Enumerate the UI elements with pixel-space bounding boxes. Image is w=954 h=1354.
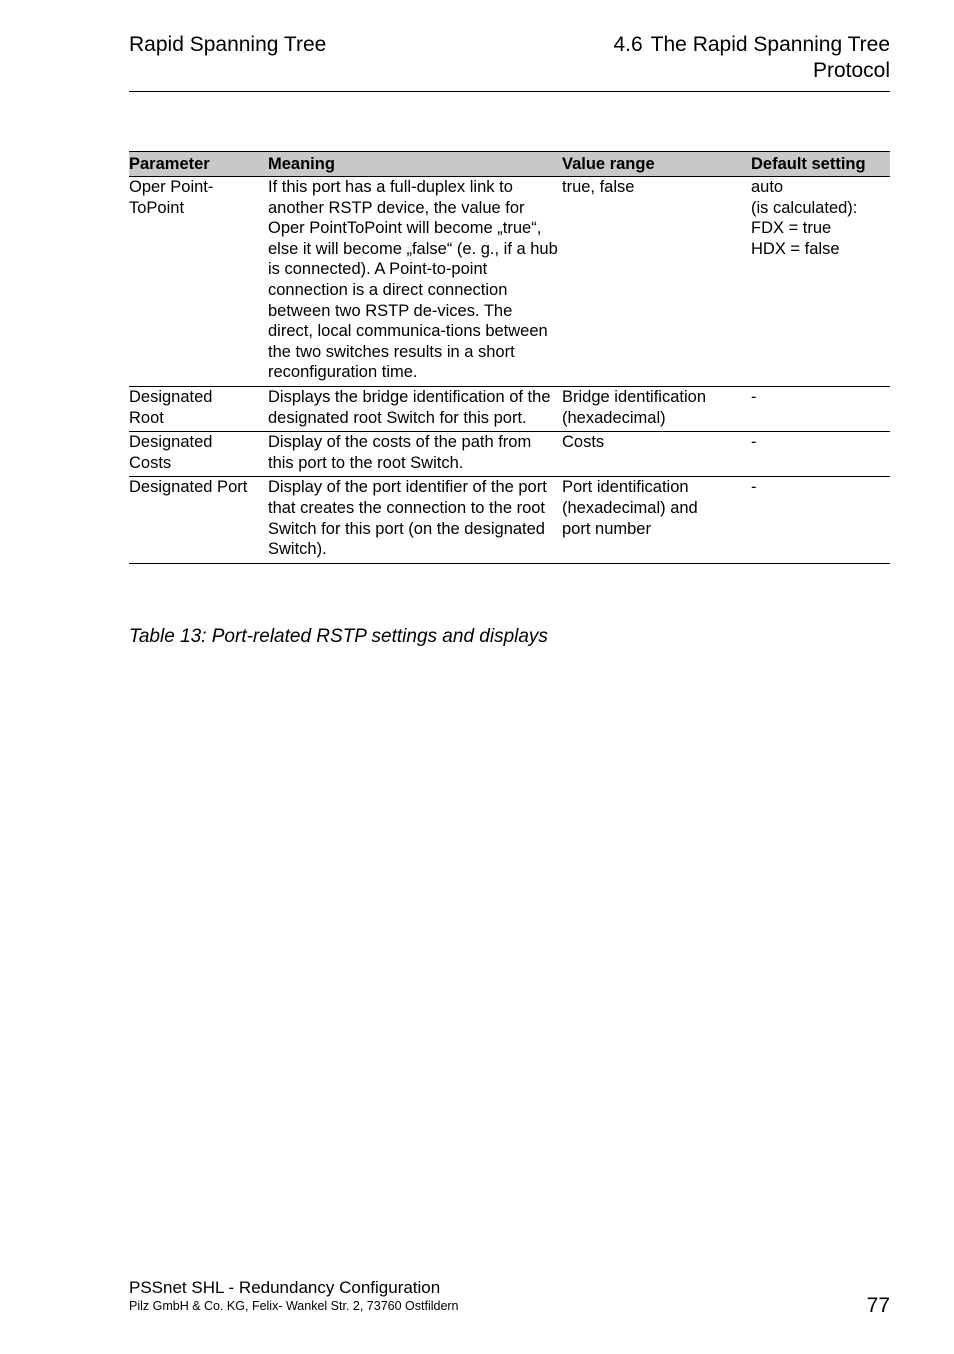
table-row xyxy=(129,432,890,477)
footer-document-title: PSSnet SHL - Redundancy Configuration xyxy=(129,1278,441,1297)
value-range-cell: Port identification (hexadecimal) and port number xyxy=(562,477,751,563)
table-row xyxy=(129,386,890,431)
default-setting-cell: auto (is calculated): FDX = true HDX = false xyxy=(751,177,890,387)
parameter-cell: Oper Point- ToPoint xyxy=(129,177,268,387)
value-range-cell: Bridge identification (hexadecimal) xyxy=(562,386,751,431)
column-header-value-range: Value range xyxy=(562,152,751,177)
value-range-cell: true, false xyxy=(562,177,751,387)
column-header-meaning: Meaning xyxy=(268,152,562,177)
column-header-default-setting: Default setting xyxy=(751,152,890,177)
table-row xyxy=(129,477,890,563)
default-setting-cell: - xyxy=(751,432,890,477)
parameter-cell: Designated Costs xyxy=(129,432,268,477)
column-header-parameter: Parameter xyxy=(129,152,268,177)
chapter-title: Rapid Spanning Tree xyxy=(129,33,327,56)
default-setting-cell: - xyxy=(751,386,890,431)
meaning-cell: Displays the bridge identification of the designated root Switch for this port. xyxy=(268,386,562,431)
rstp-port-settings-table xyxy=(129,151,890,564)
footer-address: Pilz GmbH & Co. KG, Felix- Wankel Str. 2, 73760 Ostfildern xyxy=(129,1299,459,1313)
section-number: 4.6 xyxy=(613,33,643,56)
section-heading xyxy=(613,32,890,84)
section-heading-line1 xyxy=(613,32,890,58)
section-title-line1: The Rapid Spanning Tree xyxy=(650,33,890,56)
page-number: 77 xyxy=(866,1294,890,1317)
meaning-cell: Display of the costs of the path from this port to the root Switch. xyxy=(268,432,562,477)
table-caption: Table 13: Port-related RSTP settings and displays xyxy=(129,626,548,647)
meaning-cell: If this port has a full-duplex link to another RSTP device, the value for Oper PointToPoint will become „true“, else it will become „false“ (e. g., if a hub is connected). A Point-to-point connection is a direct connection between two RSTP de-vices. The direct, local communica-tions between the two switches results in a short reconfiguration time. xyxy=(268,177,562,387)
table-row xyxy=(129,177,890,387)
default-setting-cell: - xyxy=(751,477,890,563)
table-header-row xyxy=(129,152,890,177)
section-title-line2: Protocol xyxy=(812,59,890,82)
value-range-cell: Costs xyxy=(562,432,751,477)
parameter-cell: Designated Port xyxy=(129,477,268,563)
page-header xyxy=(129,32,890,92)
meaning-cell: Display of the port identifier of the port that creates the connection to the root Switch for this port (on the designated Switch). xyxy=(268,477,562,563)
parameter-cell: Designated Root xyxy=(129,386,268,431)
